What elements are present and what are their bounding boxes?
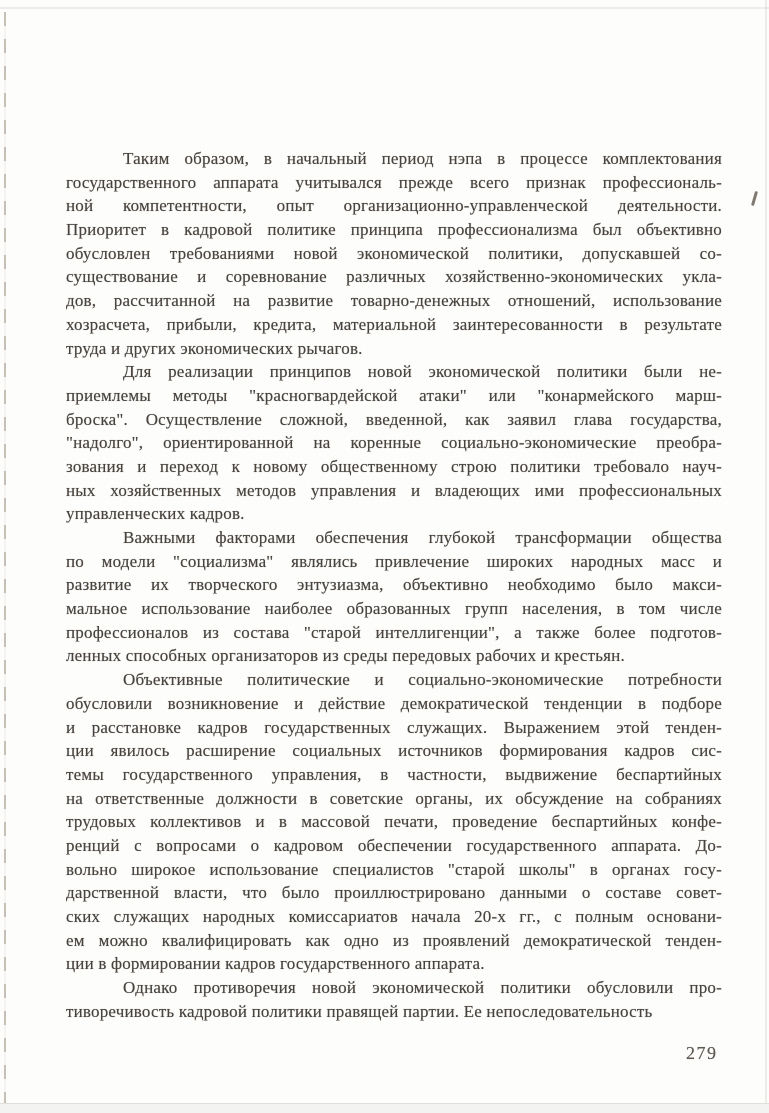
text-line: ных хозяйственных методов управления и владеющих ими профессиональных (66, 480, 722, 500)
text-line: ских служащих народных комиссариатов начала 20-х гг., с полным основани- (66, 907, 722, 926)
text-line: обусловлен требованиями новой экономической политики, допускавшей со- (66, 243, 722, 263)
text-line: дарственной власти, что было проиллюстрировано данными о составе совет- (66, 883, 722, 903)
text-line: Приоритет в кадровой политике принципа профессионализма был объективно (66, 220, 722, 240)
text-line: тиворечивость кадровой политики правящей партии. Ее непоследовательность (66, 1001, 653, 1021)
page-number: 279 (686, 1043, 718, 1063)
text-line: Важными факторами обеспечения глубокой трансформации общества (123, 528, 722, 547)
text-line: ции явилось расширение социальных источников формирования кадров сис- (66, 741, 722, 761)
text-line: трудовых коллективов и в массовой печати, проведение беспартийных конфе- (66, 812, 722, 832)
text-line: развитие их творческого энтузиазма, объективно необходимо было макси- (66, 575, 722, 595)
scan-edge-right (765, 0, 767, 1113)
text-line: броска". Осуществление сложной, введенной, как заявил глава государства, (66, 409, 722, 429)
text-line: дов, рассчитанной на развитие товарно-денежных отношений, использование (66, 291, 722, 311)
text-line: зования и переход к новому общественному строю политики требовало науч- (66, 456, 722, 476)
text-line: и расстановке кадров государственных служащих. Выражением этой тенден- (66, 717, 722, 737)
text-line: управленческих кадров. (66, 504, 245, 524)
text-line: мальное использование наиболее образованных групп населения, в том числе (66, 599, 722, 619)
text-block (66, 147, 722, 1023)
scan-edge-left (4, 12, 6, 1105)
text-line: по модели "социализма" являлись привлечение широких народных масс и (66, 551, 722, 571)
text-line: темы государственного управления, в частности, выдвижение беспартийных (66, 764, 722, 784)
text-line: существование и соревнование различных хозяйственно-экономических укла- (66, 267, 722, 287)
scan-edge-bottom (0, 1103, 769, 1113)
text-line: приемлемы методы "красногвардейской атаки" или "конармейского марш- (66, 385, 722, 405)
text-line: на ответственные должности в советские органы, их обсуждение на собраниях (66, 788, 722, 808)
text-line: Таким образом, в начальный период нэпа в процессе комплектования (123, 149, 722, 168)
text-line: Объективные политические и социально-экономические потребности (123, 670, 722, 690)
text-line: вольно широкое использование специалистов "старой школы" в органах госу- (66, 859, 722, 879)
text-line: обусловили возникновение и действие демократической тенденции в подборе (66, 693, 722, 713)
scan-edge-top (0, 7, 769, 9)
text-line: хозрасчета, прибыли, кредита, материальной заинтересованности в результате (66, 314, 722, 334)
text-line: ем можно квалифицировать как одно из проявлений демократической тенден- (66, 930, 722, 950)
text-line: Для реализации принципов новой экономической политики были не- (123, 362, 722, 382)
text-line: ции в формировании кадров государственного аппарата. (66, 954, 485, 974)
margin-pen-mark (751, 191, 758, 206)
text-line: ной компетентности, опыт организационно-управленческой деятельности. (66, 196, 722, 216)
text-line: Однако противоречия новой экономической политики обусловили про- (123, 978, 722, 998)
text-line: ренций с вопросами о кадровом обеспечении государственного аппарата. До- (66, 835, 722, 855)
text-line: "надолго", ориентированной на коренные социально-экономические преобра- (66, 433, 722, 453)
text-line: труда и других экономических рычагов. (66, 338, 363, 358)
text-line: профессионалов из состава "старой интеллигенции", а также более подготов- (66, 622, 722, 642)
text-line: ленных способных организаторов из среды передовых рабочих и крестьян. (66, 646, 625, 666)
text-line: государственного аппарата учитывался прежде всего признак профессиональ- (66, 172, 722, 192)
